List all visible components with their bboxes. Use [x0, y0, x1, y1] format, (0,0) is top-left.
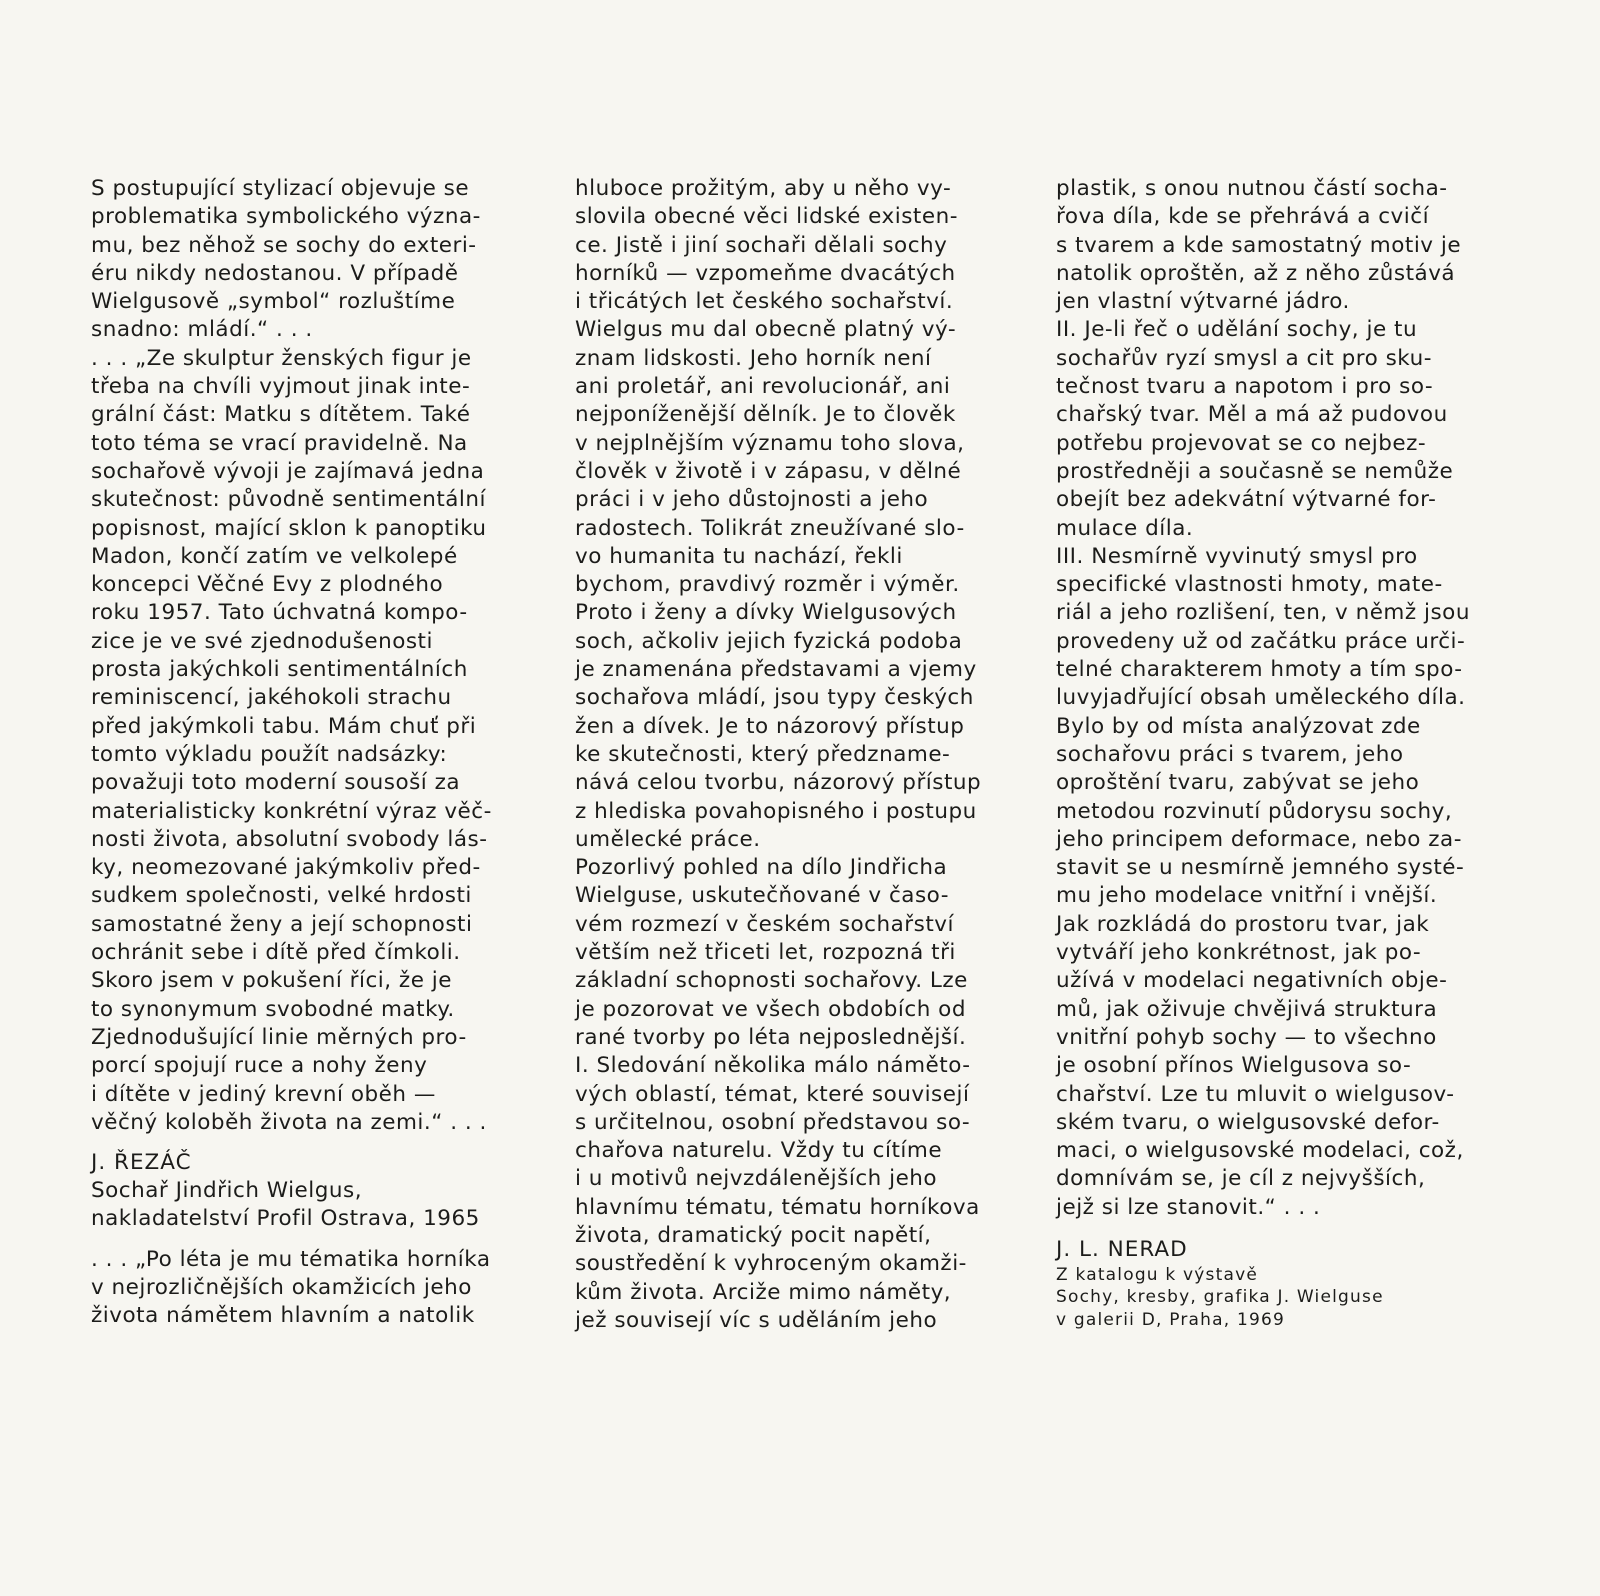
text-line: chařova naturelu. Vždy tu cítíme	[575, 1138, 943, 1164]
author-nerad: J. L. NERAD	[1056, 1236, 1188, 1262]
text-line: samostatné ženy a její schopnosti	[91, 911, 473, 937]
text-line: před jakýmkoli tabu. Mám chuť při	[91, 713, 477, 739]
text-line: sochařově vývoji je zajímavá jedna	[91, 458, 485, 484]
text-line: . . . „Ze skulptur ženských figur je	[91, 345, 472, 371]
text-line: Jak rozkládá do prostoru tvar, jak	[1056, 911, 1430, 937]
text-line: sochařův ryzí smysl a cit pro sku-	[1056, 345, 1432, 371]
text-line: třeba na chvíli vyjmout jinak inte-	[91, 374, 471, 400]
text-line: Proto i ženy a dívky Wielgusových	[575, 600, 957, 626]
text-line: III. Nesmírně vyvinutý smysl pro	[1056, 543, 1418, 569]
text-line: je znamenána představami a vjemy	[575, 657, 977, 683]
text-line: i dítěte v jediný krevní oběh —	[91, 1081, 436, 1107]
text-line: v nejrozličnějších okamžicích jeho	[91, 1274, 472, 1300]
text-line: prostředněji a současně se nemůže	[1056, 458, 1454, 484]
text-line: hluboce prožitým, aby u něho vy-	[575, 176, 952, 201]
text-line: tomto výkladu použít nadsázky:	[91, 741, 448, 767]
text-line: nosti života, absolutní svobody lás-	[91, 826, 488, 852]
text-line: grální část: Matku s dítětem. Také	[91, 402, 471, 428]
source-nerad	[1056, 1264, 1512, 1332]
text-line: Bylo by od místa analýzovat zde	[1056, 713, 1421, 739]
text-line: v nejplnějším významu toho slova,	[575, 430, 965, 456]
text-line: roku 1957. Tato úchvatná kompo-	[91, 600, 468, 626]
text-line: snadno: mládí.“ . . .	[91, 317, 313, 343]
text-line: problematika symbolického význa-	[91, 204, 481, 230]
text-line: bychom, pravdivý rozměr i výměr.	[575, 572, 960, 598]
text-line: II. Je-li řeč o udělání sochy, je tu	[1056, 317, 1418, 343]
text-line: ky, neomezované jakýmkoliv před-	[91, 855, 481, 881]
text-line: i u motivů nejvzdálenějších jeho	[575, 1166, 938, 1192]
text-line: sochařovu práci s tvarem, jeho	[1056, 741, 1404, 767]
text-line: plastik, s onou nutnou částí socha-	[1056, 176, 1448, 201]
text-line: vo humanita tu nachází, řekli	[575, 543, 903, 569]
text-line: je pozorovat ve všech obdobích od	[575, 996, 966, 1022]
text-line: nejponíženější dělník. Je to člověk	[575, 402, 956, 428]
text-line: telné charakterem hmoty a tím spo-	[1056, 657, 1463, 683]
text-line: ani proletář, ani revolucionář, ani	[575, 374, 951, 400]
source-rezac	[91, 1177, 537, 1234]
text-line: znam lidskosti. Jeho horník není	[575, 345, 932, 371]
text-line: ochránit sebe i dítě před čímkoli.	[91, 940, 461, 966]
text-line: natolik oproštěn, až z něho zůstává	[1056, 260, 1456, 286]
text-line: je osobní přínos Wielgusova so-	[1056, 1053, 1412, 1079]
text-column-3	[1056, 175, 1512, 1331]
text-line: soustředění k vyhroceným okamži-	[575, 1251, 967, 1277]
text-line: života námětem hlavním a natolik	[91, 1303, 475, 1329]
text-line: Z katalogu k výstavě	[1056, 1264, 1259, 1285]
text-line: prosta jakýchkoli sentimentálních	[91, 657, 468, 683]
text-line: Wielgus mu dal obecně platný vý-	[575, 317, 957, 343]
text-line: chařský tvar. Měl a má až pudovou	[1056, 402, 1448, 428]
text-line: Sochy, kresby, grafika J. Wielguse	[1056, 1287, 1384, 1308]
text-line: sochařova mládí, jsou typy českých	[575, 685, 974, 711]
text-line: žen a dívek. Je to názorový přístup	[575, 713, 965, 739]
essay-text-nerad-continued	[575, 175, 1025, 1335]
text-line: umělecké práce.	[575, 826, 761, 852]
text-line: tečnost tvaru a napotom i pro so-	[1056, 374, 1434, 400]
text-line: vých oblastí, témat, které souvisejí	[575, 1081, 970, 1107]
text-line: základní schopnosti sochařovy. Lze	[575, 968, 968, 994]
text-line: domnívám se, je cíl z nejvyšších,	[1056, 1166, 1426, 1192]
text-column-2	[575, 175, 1025, 1335]
text-line: jen vlastní výtvarné jádro.	[1056, 289, 1350, 315]
text-line: nakladatelství Profil Ostrava, 1965	[91, 1206, 480, 1232]
text-line: kům života. Arciže mimo náměty,	[575, 1279, 952, 1305]
text-line: ke skutečnosti, který předzname-	[575, 741, 951, 767]
text-line: užívá v modelaci negativních obje-	[1056, 968, 1448, 994]
text-line: obejít bez adekvátní výtvarné for-	[1056, 487, 1437, 513]
text-line: sudkem společnosti, velké hrdosti	[91, 883, 472, 909]
text-line: Sochař Jindřich Wielgus,	[91, 1178, 363, 1204]
text-line: radostech. Tolikrát zneužívané slo-	[575, 515, 965, 541]
text-line: jeho principem deformace, nebo za-	[1056, 826, 1462, 852]
text-line: mu, bez něhož se sochy do exteri-	[91, 232, 477, 258]
text-line: soch, ačkoliv jejich fyzická podoba	[575, 628, 963, 654]
text-line: práci i v jeho důstojnosti a jeho	[575, 487, 929, 513]
text-line: ce. Jistě i jiní sochaři dělali sochy	[575, 232, 948, 258]
essay-text-rezac	[91, 175, 537, 1137]
text-line: Pozorlivý pohled na dílo Jindřicha	[575, 855, 948, 881]
text-line: . . . „Po léta je mu tématika horníka	[91, 1246, 491, 1272]
text-line: horníků — vzpomeňme dvacátých	[575, 260, 956, 286]
text-line: koncepci Věčné Evy z plodného	[91, 572, 444, 598]
text-line: riál a jeho rozlišení, ten, v němž jsou	[1056, 600, 1470, 626]
essay-text-nerad-end	[1056, 175, 1512, 1222]
text-line: mů, jak oživuje chvějivá struktura	[1056, 996, 1438, 1022]
text-line: v galerii D, Praha, 1969	[1056, 1309, 1286, 1330]
text-line: Wielguse, uskutečňované v časo-	[575, 883, 949, 909]
text-line: s tvarem a kde samostatný motiv je	[1056, 232, 1462, 258]
text-line: potřebu projevovat se co nejbez-	[1056, 430, 1427, 456]
text-line: toto téma se vrací pravidelně. Na	[91, 430, 468, 456]
text-line: rané tvorby po léta nejposlednější.	[575, 1024, 967, 1050]
text-line: S postupující stylizací objevuje se	[91, 176, 470, 201]
text-line: reminiscencí, jakéhokoli strachu	[91, 685, 452, 711]
text-line: chařství. Lze tu mluvit o wielgusov-	[1056, 1081, 1455, 1107]
text-line: Wielgusově „symbol“ rozluštíme	[91, 289, 456, 315]
text-line: skutečnost: původně sentimentální	[91, 487, 487, 513]
text-line: z hlediska povahopisného i postupu	[575, 798, 977, 824]
text-line: vnitřní pohyb sochy — to všechno	[1056, 1024, 1437, 1050]
text-line: věčný koloběh života na zemi.“ . . .	[91, 1109, 487, 1135]
text-line: specifické vlastnosti hmoty, mate-	[1056, 572, 1443, 598]
text-line: života, dramatický pocit napětí,	[575, 1222, 932, 1248]
text-line: slovila obecné věci lidské existen-	[575, 204, 958, 230]
text-line: jež souvisejí víc s uděláním jeho	[575, 1307, 938, 1333]
text-line: mu jeho modelace vnitřní i vnější.	[1056, 883, 1438, 909]
text-line: Zjednodušující linie měrných pro-	[91, 1024, 467, 1050]
text-line: Madon, končí zatím ve velkolepé	[91, 543, 458, 569]
text-line: popisnost, mající sklon k panoptiku	[91, 515, 487, 541]
text-line: porcí spojují ruce a nohy ženy	[91, 1053, 428, 1079]
text-column-1	[91, 175, 537, 1331]
text-line: řova díla, kde se přehrává a cvičí	[1056, 204, 1430, 230]
text-line: nává celou tvorbu, názorový přístup	[575, 770, 982, 796]
text-line: Skoro jsem v pokušení říci, že je	[91, 968, 452, 994]
author-rezac: J. ŘEZÁČ	[91, 1150, 192, 1176]
text-line: i třicátých let českého sochařství.	[575, 289, 954, 315]
text-line: ském tvaru, o wielgusovské defor-	[1056, 1109, 1440, 1135]
text-line: hlavnímu tématu, tématu horníkova	[575, 1194, 980, 1220]
text-line: stavit se u nesmírně jemného systé-	[1056, 855, 1465, 881]
text-line: materialisticky konkrétní výraz věč-	[91, 798, 492, 824]
text-line: člověk v životě i v zápasu, v dělné	[575, 458, 962, 484]
essay-text-nerad-start	[91, 1246, 537, 1331]
text-line: maci, o wielgusovské modelaci, což,	[1056, 1138, 1464, 1164]
text-line: vytváří jeho konkrétnost, jak po-	[1056, 940, 1422, 966]
text-line: oproštění tvaru, zabývat se jeho	[1056, 770, 1420, 796]
text-line: považuji toto moderní sousoší za	[91, 770, 461, 796]
text-line: jejž si lze stanovit.“ . . .	[1056, 1194, 1321, 1220]
text-line: éru nikdy nedostanou. V případě	[91, 260, 459, 286]
text-line: I. Sledování několika málo náměto-	[575, 1053, 971, 1079]
text-line: větším než třiceti let, rozpozná tři	[575, 940, 956, 966]
text-line: zice je ve své zjednodušenosti	[91, 628, 433, 654]
text-line: s určitelnou, osobní představou so-	[575, 1109, 971, 1135]
text-line: to synonymum svobodné matky.	[91, 996, 455, 1022]
text-line: mulace díla.	[1056, 515, 1194, 541]
text-line: luvyjadřující obsah uměleckého díla.	[1056, 685, 1466, 711]
text-line: vém rozmezí v českém sochařství	[575, 911, 954, 937]
text-line: metodou rozvinutí půdorysu sochy,	[1056, 798, 1453, 824]
text-line: provedeny už od začátku práce urči-	[1056, 628, 1466, 654]
